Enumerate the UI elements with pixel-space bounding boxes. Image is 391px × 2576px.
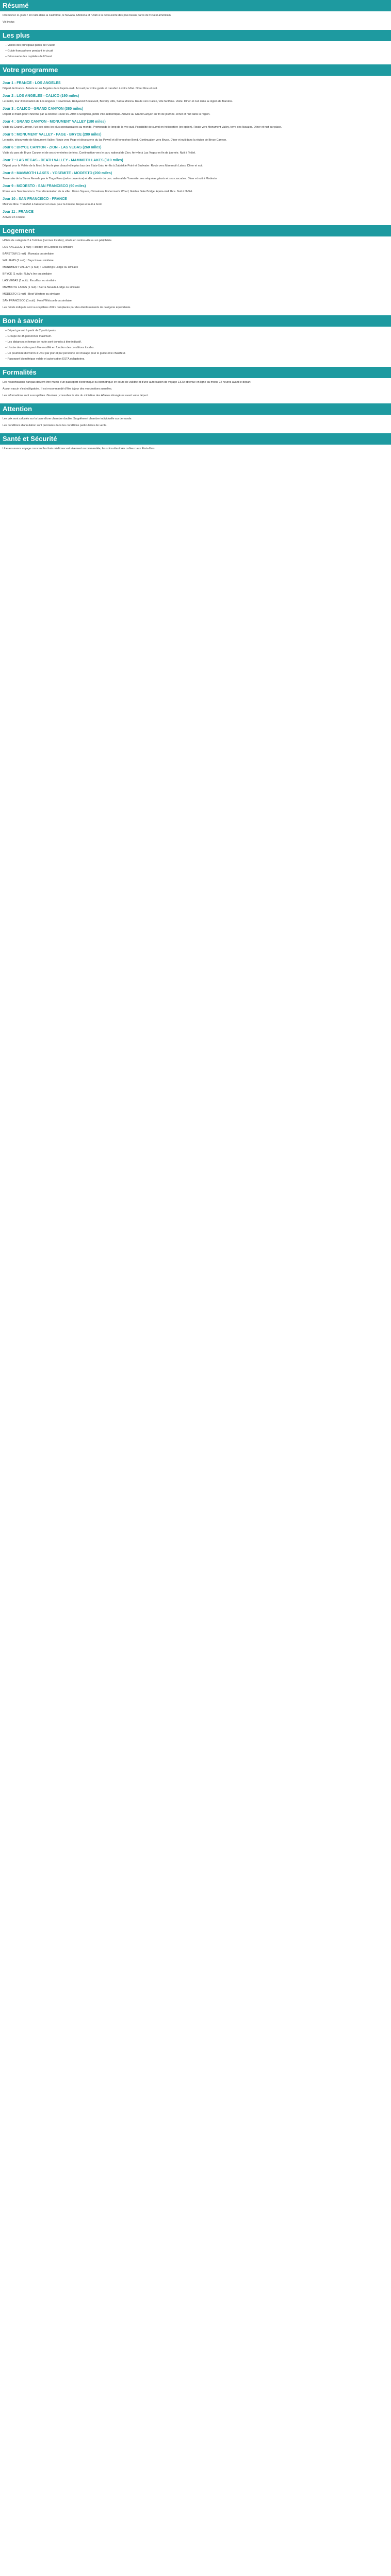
hotel-line: LOS ANGELES (1 nuit) : Holiday Inn Express ou similaire: [3, 246, 73, 249]
day-text: Visite du Grand Canyon, l'un des sites les plus spectaculaires au monde. Promenade le long de la rive sud. Possibilité de survol en hélicoptère (en option). Route vers Monument Valley, terre des Navajos. Dîner et nuit sur place.: [3, 126, 282, 129]
list-item: – Un pourboire d'environ 4 USD par jour et par personne est d'usage pour le guide et le chauffeur.: [5, 351, 388, 355]
programme-section: [0, 76, 391, 225]
formalites-paragraph: Les informations sont susceptibles d'évoluer ; consultez le site du ministère des Affaires étrangères avant votre départ.: [3, 394, 149, 397]
attention-header: Attention: [0, 403, 391, 415]
formalites-header: Formalités: [0, 367, 391, 378]
les-plus-header: Les plus: [0, 30, 391, 41]
bon-savoir-list: [3, 329, 388, 361]
day-heading: Jour 3 : CALICO - GRAND CANYON (380 miles): [3, 107, 84, 111]
day-heading: Jour 4 : GRAND CANYON - MONUMENT VALLEY (180 miles): [3, 120, 106, 124]
logement-note: Les hôtels indiqués sont susceptibles d'être remplacés par des établissements de catégorie équivalente.: [3, 306, 131, 309]
logement-section: [0, 236, 391, 315]
list-item: – Groupe de 45 personnes maximum.: [5, 334, 388, 338]
day-heading: Jour 1 : FRANCE - LOS ANGELES: [3, 81, 61, 85]
list-item: – Visites des principaux parcs de l'Ouest: [5, 43, 388, 47]
resume-header: Résumé: [0, 0, 391, 11]
day-heading: Jour 8 : MAMMOTH LAKES - YOSEMITE - MODESTO (200 miles): [3, 172, 112, 175]
hotel-line: MODESTO (1 nuit) : Best Western ou similaire: [3, 293, 60, 296]
logement-intro: Hôtels de catégorie 2 à 3 étoiles (normes locales), situés en centre-ville ou en périphérie.: [3, 239, 112, 242]
list-item: – Passeport biométrique valide et autorisation ESTA obligatoires.: [5, 357, 388, 361]
hotel-line: MONUMENT VALLEY (1 nuit) : Goulding's Lodge ou similaire: [3, 266, 78, 269]
day-heading: Jour 6 : BRYCE CANYON - ZION - LAS VEGAS (260 miles): [3, 146, 102, 149]
attention-paragraph: Les conditions d'annulation sont précisées dans les conditions particulières de vente.: [3, 424, 107, 427]
day-heading: Jour 10 : SAN FRANCISCO - FRANCE: [3, 197, 67, 201]
day-text: Matinée libre. Transfert à l'aéroport et envol pour la France. Repas et nuit à bord.: [3, 203, 103, 206]
hotel-line: BRYCE (1 nuit) : Ruby's Inn ou similaire: [3, 273, 52, 276]
resume-section: [0, 11, 391, 30]
hotel-line: BARSTOW (1 nuit) : Ramada ou similaire: [3, 252, 54, 256]
day-text: Le matin, tour d'orientation de Los Angeles : Downtown, Hollywood Boulevard, Beverly Hills, Santa Monica. Route vers Calico, ville fantôme. Visite. Dîner et nuit dans la région de Barstow.: [3, 100, 233, 103]
sante-section: [0, 445, 391, 456]
bon-savoir-header: Bon à savoir: [0, 315, 391, 327]
day-text: Le matin, découverte de Monument Valley. Route vers Page et découverte du lac Powell et d'Horseshoe Bend. Continuation vers Bryce. Dîner et nuit dans la région de Bryce Canyon.: [3, 139, 227, 142]
day-heading: Jour 9 : MODESTO - SAN FRANCISCO (90 miles): [3, 184, 86, 188]
formalites-paragraph: Aucun vaccin n'est obligatoire. Il est recommandé d'être à jour des vaccinations usuelles.: [3, 387, 112, 391]
sante-paragraph: Une assurance voyage couvrant les frais médicaux est vivement recommandée, les soins étant très coûteux aux États-Unis.: [3, 447, 156, 450]
bon-savoir-section: [0, 327, 391, 367]
list-item: – Découverte des capitales de l'Ouest: [5, 55, 388, 59]
attention-section: [0, 415, 391, 433]
resume-line: Découvrez 11 jours / 10 nuits dans la Californie, le Nevada, l'Arizona et l'Utah à la découverte des plus beaux parcs de l'Ouest américain.: [3, 14, 172, 17]
formalites-paragraph: Les ressortissants français doivent être munis d'un passeport électronique ou biométrique en cours de validité et d'une autorisation de voyage ESTA obtenue en ligne au moins 72 heures avant le départ.: [3, 381, 252, 384]
les-plus-section: [0, 41, 391, 64]
day-text: Départ de France. Arrivée à Los Angeles dans l'après-midi. Accueil par votre guide et transfert à votre hôtel. Dîner libre et nuit.: [3, 87, 158, 90]
hotel-line: MAMMOTH LAKES (1 nuit) : Sierra Nevada Lodge ou similaire: [3, 286, 80, 289]
day-heading: Jour 5 : MONUMENT VALLEY - PAGE - BRYCE (280 miles): [3, 133, 102, 137]
day-heading: Jour 7 : LAS VEGAS - DEATH VALLEY - MAMMOTH LAKES (310 miles): [3, 159, 123, 162]
hotel-line: SAN FRANCISCO (1 nuit) : Hotel Whitcomb ou similaire: [3, 299, 72, 302]
list-item: – Guide francophone pendant le circuit: [5, 49, 388, 53]
day-text: Visite du parc de Bryce Canyon et de ses cheminées de fées. Continuation vers le parc national de Zion. Arrivée à Las Vegas en fin de journée. Nuit à l'hôtel.: [3, 151, 196, 155]
page: [0, 0, 391, 456]
list-item: – Les distances et temps de route sont donnés à titre indicatif.: [5, 340, 388, 344]
resume-line: Vol inclus: [3, 21, 14, 24]
hotel-line: WILLIAMS (1 nuit) : Days Inn ou similaire: [3, 259, 54, 262]
list-item: – Départ garanti à partir de 2 participants.: [5, 329, 388, 333]
sante-header: Santé et Sécurité: [0, 433, 391, 445]
day-heading: Jour 11 : FRANCE: [3, 210, 34, 214]
day-heading: Jour 2 : LOS ANGELES - CALICO (190 miles): [3, 94, 79, 98]
day-text: Traversée de la Sierra Nevada par le Tioga Pass (selon ouverture) et découverte du parc national de Yosemite, ses séquoias géants et ses cascades. Dîner et nuit à Modesto.: [3, 177, 218, 180]
day-text: Route vers San Francisco. Tour d'orientation de la ville : Union Square, Chinatown, Fisherman's Wharf, Golden Gate Bridge. Après-midi libre. Nuit à l'hôtel.: [3, 190, 193, 193]
day-text: Départ le matin pour l'Arizona par la célèbre Route 66. Arrêt à Seligman, petite ville authentique. Arrivée au Grand Canyon en fin de journée. Dîner et nuit dans la région.: [3, 113, 210, 116]
list-item: – L'ordre des visites peut être modifié en fonction des conditions locales.: [5, 346, 388, 350]
day-text: Départ pour la Vallée de la Mort, le lieu le plus chaud et le plus bas des États-Unis. Arrêts à Zabriskie Point et Badwater. Route vers Mammoth Lakes. Dîner et nuit.: [3, 164, 203, 167]
hotel-line: LAS VEGAS (1 nuit) : Excalibur ou similaire: [3, 279, 56, 282]
programme-header: Votre programme: [0, 64, 391, 76]
attention-paragraph: Les prix sont calculés sur la base d'une chambre double. Supplément chambre individuelle sur demande.: [3, 417, 132, 420]
logement-header: Logement: [0, 225, 391, 236]
formalites-section: [0, 378, 391, 403]
les-plus-list: [3, 43, 388, 59]
day-text: Arrivée en France.: [3, 216, 26, 219]
